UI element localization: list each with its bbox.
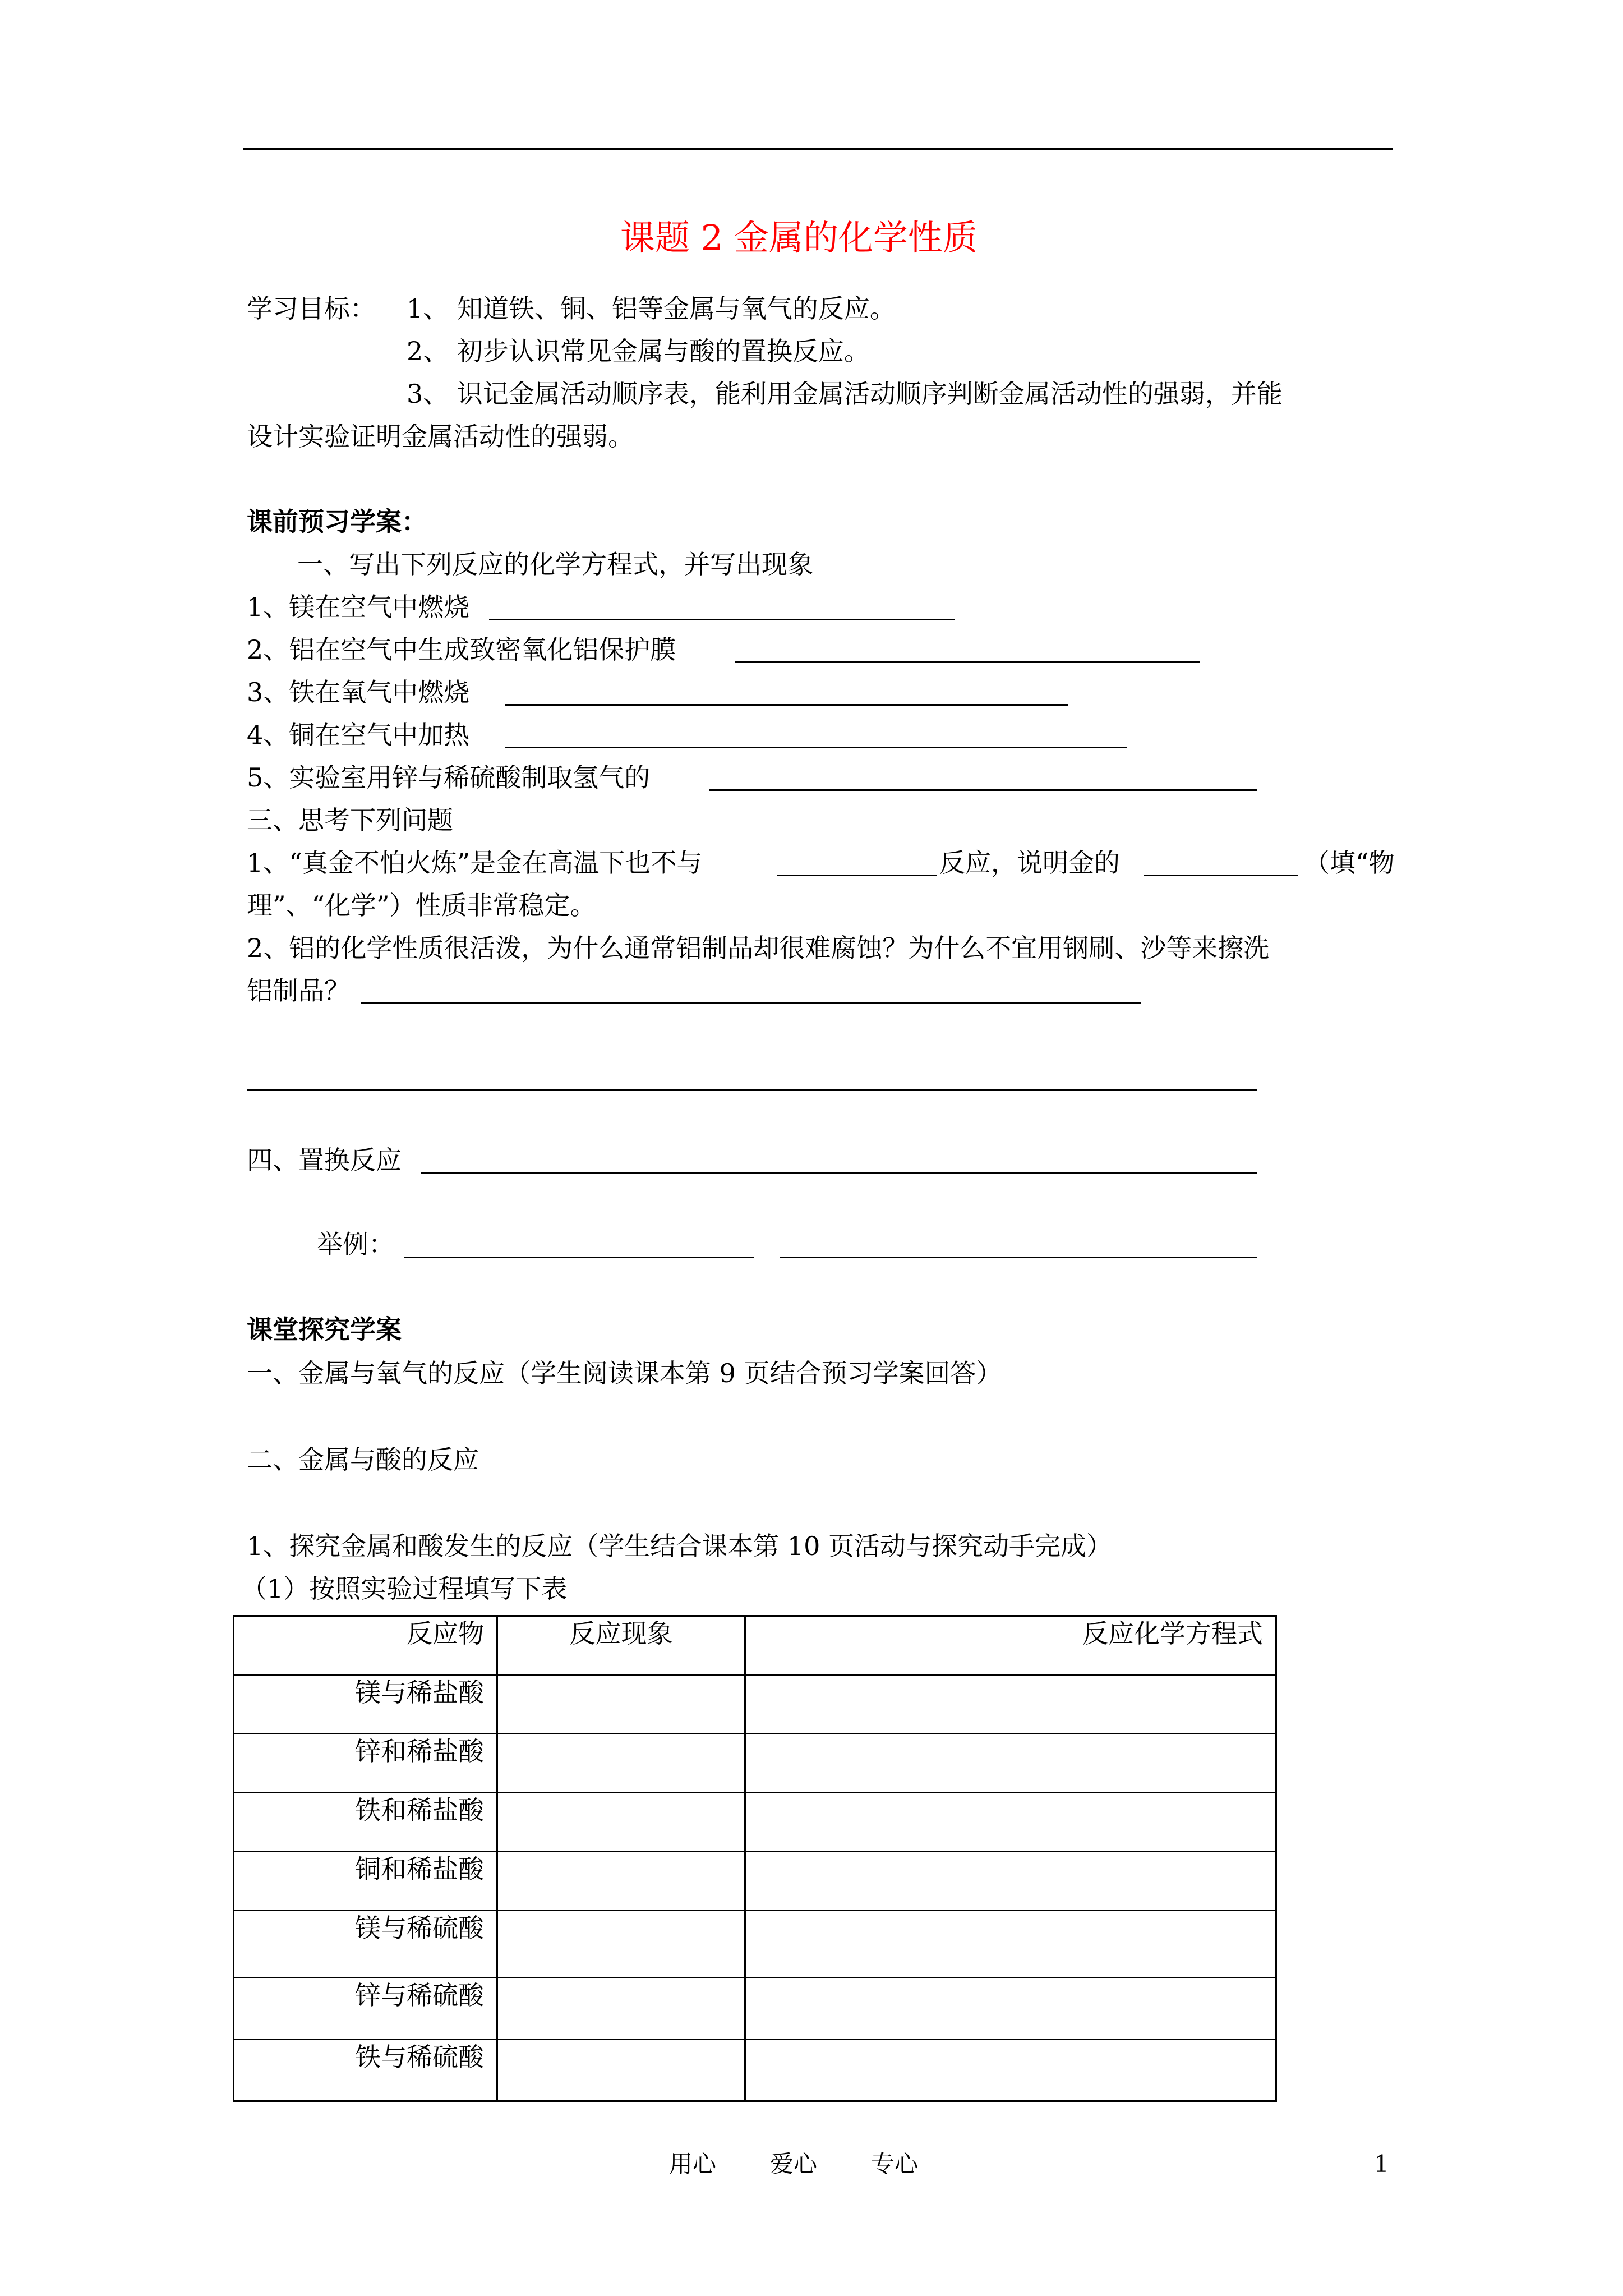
table-row <box>234 1852 1276 1911</box>
header-reactant: 反应物 <box>234 1616 497 1675</box>
preview-part-3: 三、思考下列问题 <box>247 805 453 835</box>
think-1-b: 反应，说明金的 <box>939 848 1120 878</box>
table-row <box>234 1793 1276 1852</box>
think-1-d: 理”、“化学”）性质非常稳定。 <box>247 890 596 921</box>
objective-3: 3、 识记金属活动顺序表，能利用金属活动顺序判断金属活动性的强弱，并能 <box>407 379 1283 409</box>
think-2-b: 铝制品？ <box>247 976 350 1006</box>
footer-word-2: 爱心 <box>770 2150 818 2178</box>
question-3: 3、铁在氧气中燃烧 <box>247 677 470 707</box>
header-phenomenon: 反应现象 <box>497 1616 745 1675</box>
think-2-a: 2、铝的化学性质很活泼，为什么通常铝制品却很难腐蚀？为什么不宜用钢刷、沙等来擦洗 <box>247 933 1270 963</box>
blank-think-1b[interactable] <box>1144 875 1298 876</box>
equation-cell[interactable] <box>745 1978 1276 2040</box>
footer-word-1: 用心 <box>669 2150 717 2178</box>
classroom-heading: 课堂探究学案 <box>247 1314 402 1345</box>
phenomenon-cell[interactable] <box>497 1852 745 1911</box>
reactant-cell: 锌与稀硫酸 <box>234 1978 497 2040</box>
equation-cell[interactable] <box>745 1734 1276 1793</box>
blank-think-1a[interactable] <box>777 875 937 876</box>
header-rule <box>243 148 1393 150</box>
page-number: 1 <box>1374 2150 1389 2178</box>
table-row <box>234 1978 1276 2040</box>
equation-cell[interactable] <box>745 2040 1276 2101</box>
classroom-section-2: 二、金属与酸的反应 <box>247 1444 479 1475</box>
table-row <box>234 1911 1276 1978</box>
answer-line-1[interactable] <box>489 619 955 620</box>
reactant-cell: 镁与稀硫酸 <box>234 1911 497 1978</box>
objective-3-continuation: 设计实验证明金属活动性的强弱。 <box>247 421 634 452</box>
classroom-section-3: 1、探究金属和酸发生的反应（学生结合课本第 10 页活动与探究动手完成） <box>247 1531 1113 1561</box>
equation-cell[interactable] <box>745 1675 1276 1734</box>
page-title: 课题 2 金属的化学性质 <box>620 217 978 258</box>
example-label: 举例： <box>317 1229 394 1259</box>
phenomenon-cell[interactable] <box>497 1978 745 2040</box>
question-5: 5、实验室用锌与稀硫酸制取氢气的 <box>247 762 651 793</box>
preview-heading: 课前预习学案： <box>247 507 427 537</box>
answer-line-2[interactable] <box>735 661 1200 663</box>
table-row <box>234 2040 1276 2101</box>
equation-cell[interactable] <box>745 1911 1276 1978</box>
header-equation: 反应化学方程式 <box>745 1616 1276 1675</box>
phenomenon-cell[interactable] <box>497 1793 745 1852</box>
answer-line-4[interactable] <box>505 747 1127 748</box>
preview-part-1: 一、写出下列反应的化学方程式，并写出现象 <box>297 549 813 579</box>
phenomenon-cell[interactable] <box>497 1911 745 1978</box>
table-row <box>234 1675 1276 1734</box>
answer-line-3[interactable] <box>505 704 1068 706</box>
answer-line-part-4[interactable] <box>421 1172 1257 1174</box>
classroom-section-4: （1）按照实验过程填写下表 <box>241 1573 568 1604</box>
reactant-cell: 锌和稀盐酸 <box>234 1734 497 1793</box>
phenomenon-cell[interactable] <box>497 1675 745 1734</box>
table-header-row <box>234 1616 1276 1675</box>
question-1: 1、镁在空气中燃烧 <box>247 592 470 622</box>
objectives-label: 学习目标： <box>247 293 376 324</box>
question-2: 2、铝在空气中生成致密氧化铝保护膜 <box>247 634 676 665</box>
reaction-table <box>233 1615 1277 2102</box>
footer-word-3: 专心 <box>871 2150 919 2178</box>
equation-cell[interactable] <box>745 1793 1276 1852</box>
answer-line-5[interactable] <box>709 789 1257 791</box>
reactant-cell: 铜和稀盐酸 <box>234 1852 497 1911</box>
answer-line-think-2b[interactable] <box>247 1089 1257 1091</box>
answer-line-think-2a[interactable] <box>361 1002 1141 1004</box>
question-4: 4、铜在空气中加热 <box>247 720 470 750</box>
phenomenon-cell[interactable] <box>497 1734 745 1793</box>
preview-part-4: 四、置换反应 <box>247 1145 402 1175</box>
example-line-2[interactable] <box>780 1257 1257 1258</box>
example-line-1[interactable] <box>404 1257 754 1258</box>
think-1-a: 1、“真金不怕火炼”是金在高温下也不与 <box>247 848 703 878</box>
objective-2: 2、 初步认识常见金属与酸的置换反应。 <box>407 336 870 366</box>
equation-cell[interactable] <box>745 1852 1276 1911</box>
think-1-c: （填“物 <box>1304 848 1395 878</box>
phenomenon-cell[interactable] <box>497 2040 745 2101</box>
reactant-cell: 镁与稀盐酸 <box>234 1675 497 1734</box>
table-row <box>234 1734 1276 1793</box>
classroom-section-1: 一、金属与氧气的反应（学生阅读课本第 9 页结合预习学案回答） <box>247 1358 1002 1388</box>
reactant-cell: 铁和稀盐酸 <box>234 1793 497 1852</box>
reactant-cell: 铁与稀硫酸 <box>234 2040 497 2101</box>
objective-1: 1、 知道铁、铜、铝等金属与氧气的反应。 <box>407 293 896 324</box>
